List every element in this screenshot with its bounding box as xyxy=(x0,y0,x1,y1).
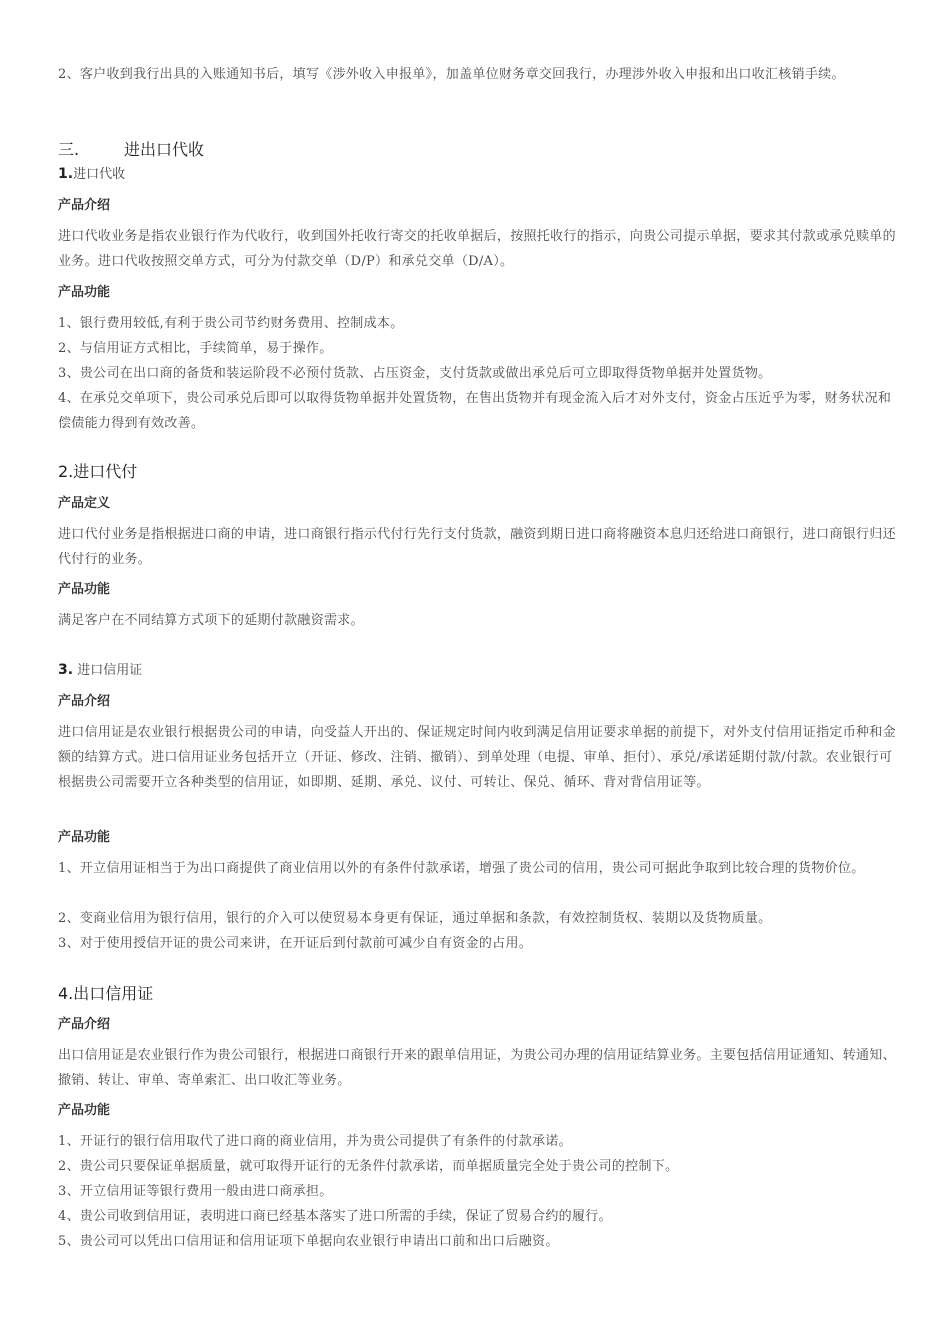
subsection-heading-1 xyxy=(58,164,125,185)
product-function-label: 产品功能 xyxy=(58,1103,111,1118)
product-definition-text: 进口代付业务是指根据进口商的申请，进口商银行指示代付行先行支付货款，融资到期日进口商将融资本息归还给进口商银行，进口商银行归还代付行的业务。 xyxy=(58,527,896,567)
product-function-label: 产品功能 xyxy=(58,582,111,597)
function-item: 3、贵公司在出口商的备货和装运阶段不必预付货款、占压资金，支付货款或做出承兑后可立即取得货物单据并处置货物。 xyxy=(58,366,772,381)
subsection-title: 进口代收 xyxy=(73,167,126,182)
subsection-number: 1. xyxy=(58,166,74,182)
intro-paragraph: 2、客户收到我行出具的入账通知书后，填写《涉外收入申报单》，加盖单位财务章交回我行，办理涉外收入申报和出口收汇核销手续。 xyxy=(58,67,845,82)
function-item: 3、对于使用授信开证的贵公司来讲，在开证后到付款前可减少自有资金的占用。 xyxy=(58,936,533,951)
subsection-number: 3. xyxy=(58,662,74,678)
product-intro-text: 进口信用证是农业银行根据贵公司的申请，向受益人开出的、保证规定时间内收到满足信用证要求单据的前提下，对外支付信用证指定币种和金额的结算方式。进口信用证业务包括开立（开证、修改、注销、撤销）、到单处理（电提、审单、拒付）、承兑/承诺延期付款/付款。农业银行可根据贵公司需要开立各种类型的信用证，如即期、延期、承兑、议付、可转让、保兑、循环、背对背信用证等。 xyxy=(58,725,896,790)
function-item: 2、贵公司只要保证单据质量，就可取得开证行的无条件付款承诺，而单据质量完全处于贵公司的控制下。 xyxy=(58,1159,679,1174)
subsection-number: 4. xyxy=(58,984,74,1003)
product-intro-text: 出口信用证是农业银行作为贵公司银行，根据进口商银行开来的跟单信用证，为贵公司办理的信用证结算业务。主要包括信用证通知、转通知、撤销、转让、审单、寄单索汇、出口收汇等业务。 xyxy=(58,1048,896,1088)
product-function-label: 产品功能 xyxy=(58,830,111,845)
function-item: 1、开立信用证相当于为出口商提供了商业信用以外的有条件付款承诺，增强了贵公司的信用，贵公司可据此争取到比较合理的货物价位。 xyxy=(58,861,865,876)
function-item: 2、变商业信用为银行信用，银行的介入可以使贸易本身更有保证，通过单据和条款，有效控制货权、装期以及货物质量。 xyxy=(58,911,772,926)
subsection-heading-3 xyxy=(58,660,142,681)
product-intro-label: 产品介绍 xyxy=(58,1017,111,1032)
section-title: 进出口代收 xyxy=(124,140,205,159)
subsection-number: 2. xyxy=(58,462,74,481)
subsection-title: 进口信用证 xyxy=(77,663,143,678)
subsection-title: 进口代付 xyxy=(73,462,138,481)
product-function-label: 产品功能 xyxy=(58,285,111,300)
product-intro-label: 产品介绍 xyxy=(58,198,111,213)
function-item: 4、贵公司收到信用证，表明进口商已经基本落实了进口所需的手续，保证了贸易合约的履行。 xyxy=(58,1209,612,1224)
section-heading xyxy=(58,139,204,161)
function-item: 2、与信用证方式相比，手续简单，易于操作。 xyxy=(58,341,333,356)
product-function-text: 满足客户在不同结算方式项下的延期付款融资需求。 xyxy=(58,613,364,628)
product-definition-label: 产品定义 xyxy=(58,496,111,511)
product-intro-label: 产品介绍 xyxy=(58,694,111,709)
function-item: 4、在承兑交单项下，贵公司承兑后即可以取得货物单据并处置货物，在售出货物并有现金流入后才对外支付，资金占压近乎为零，财务状况和偿债能力得到有效改善。 xyxy=(58,391,892,431)
subsection-heading-2 xyxy=(58,461,137,483)
function-item: 1、银行费用较低,有利于贵公司节约财务费用、控制成本。 xyxy=(58,316,404,331)
product-intro-text: 进口代收业务是指农业银行作为代收行，收到国外托收行寄交的托收单据后，按照托收行的指示，向贵公司提示单据，要求其付款或承兑赎单的业务。进口代收按照交单方式，可分为付款交单（D/P）和承兑交单（D/A）。 xyxy=(58,229,896,269)
function-item: 1、开证行的银行信用取代了进口商的商业信用，并为贵公司提供了有条件的付款承诺。 xyxy=(58,1134,572,1149)
subsection-title: 出口信用证 xyxy=(73,984,154,1003)
function-item: 3、开立信用证等银行费用一般由进口商承担。 xyxy=(58,1184,333,1199)
function-item: 5、贵公司可以凭出口信用证和信用证项下单据向农业银行申请出口前和出口后融资。 xyxy=(58,1234,559,1249)
subsection-heading-4 xyxy=(58,983,153,1005)
section-number: 三. xyxy=(58,140,80,159)
